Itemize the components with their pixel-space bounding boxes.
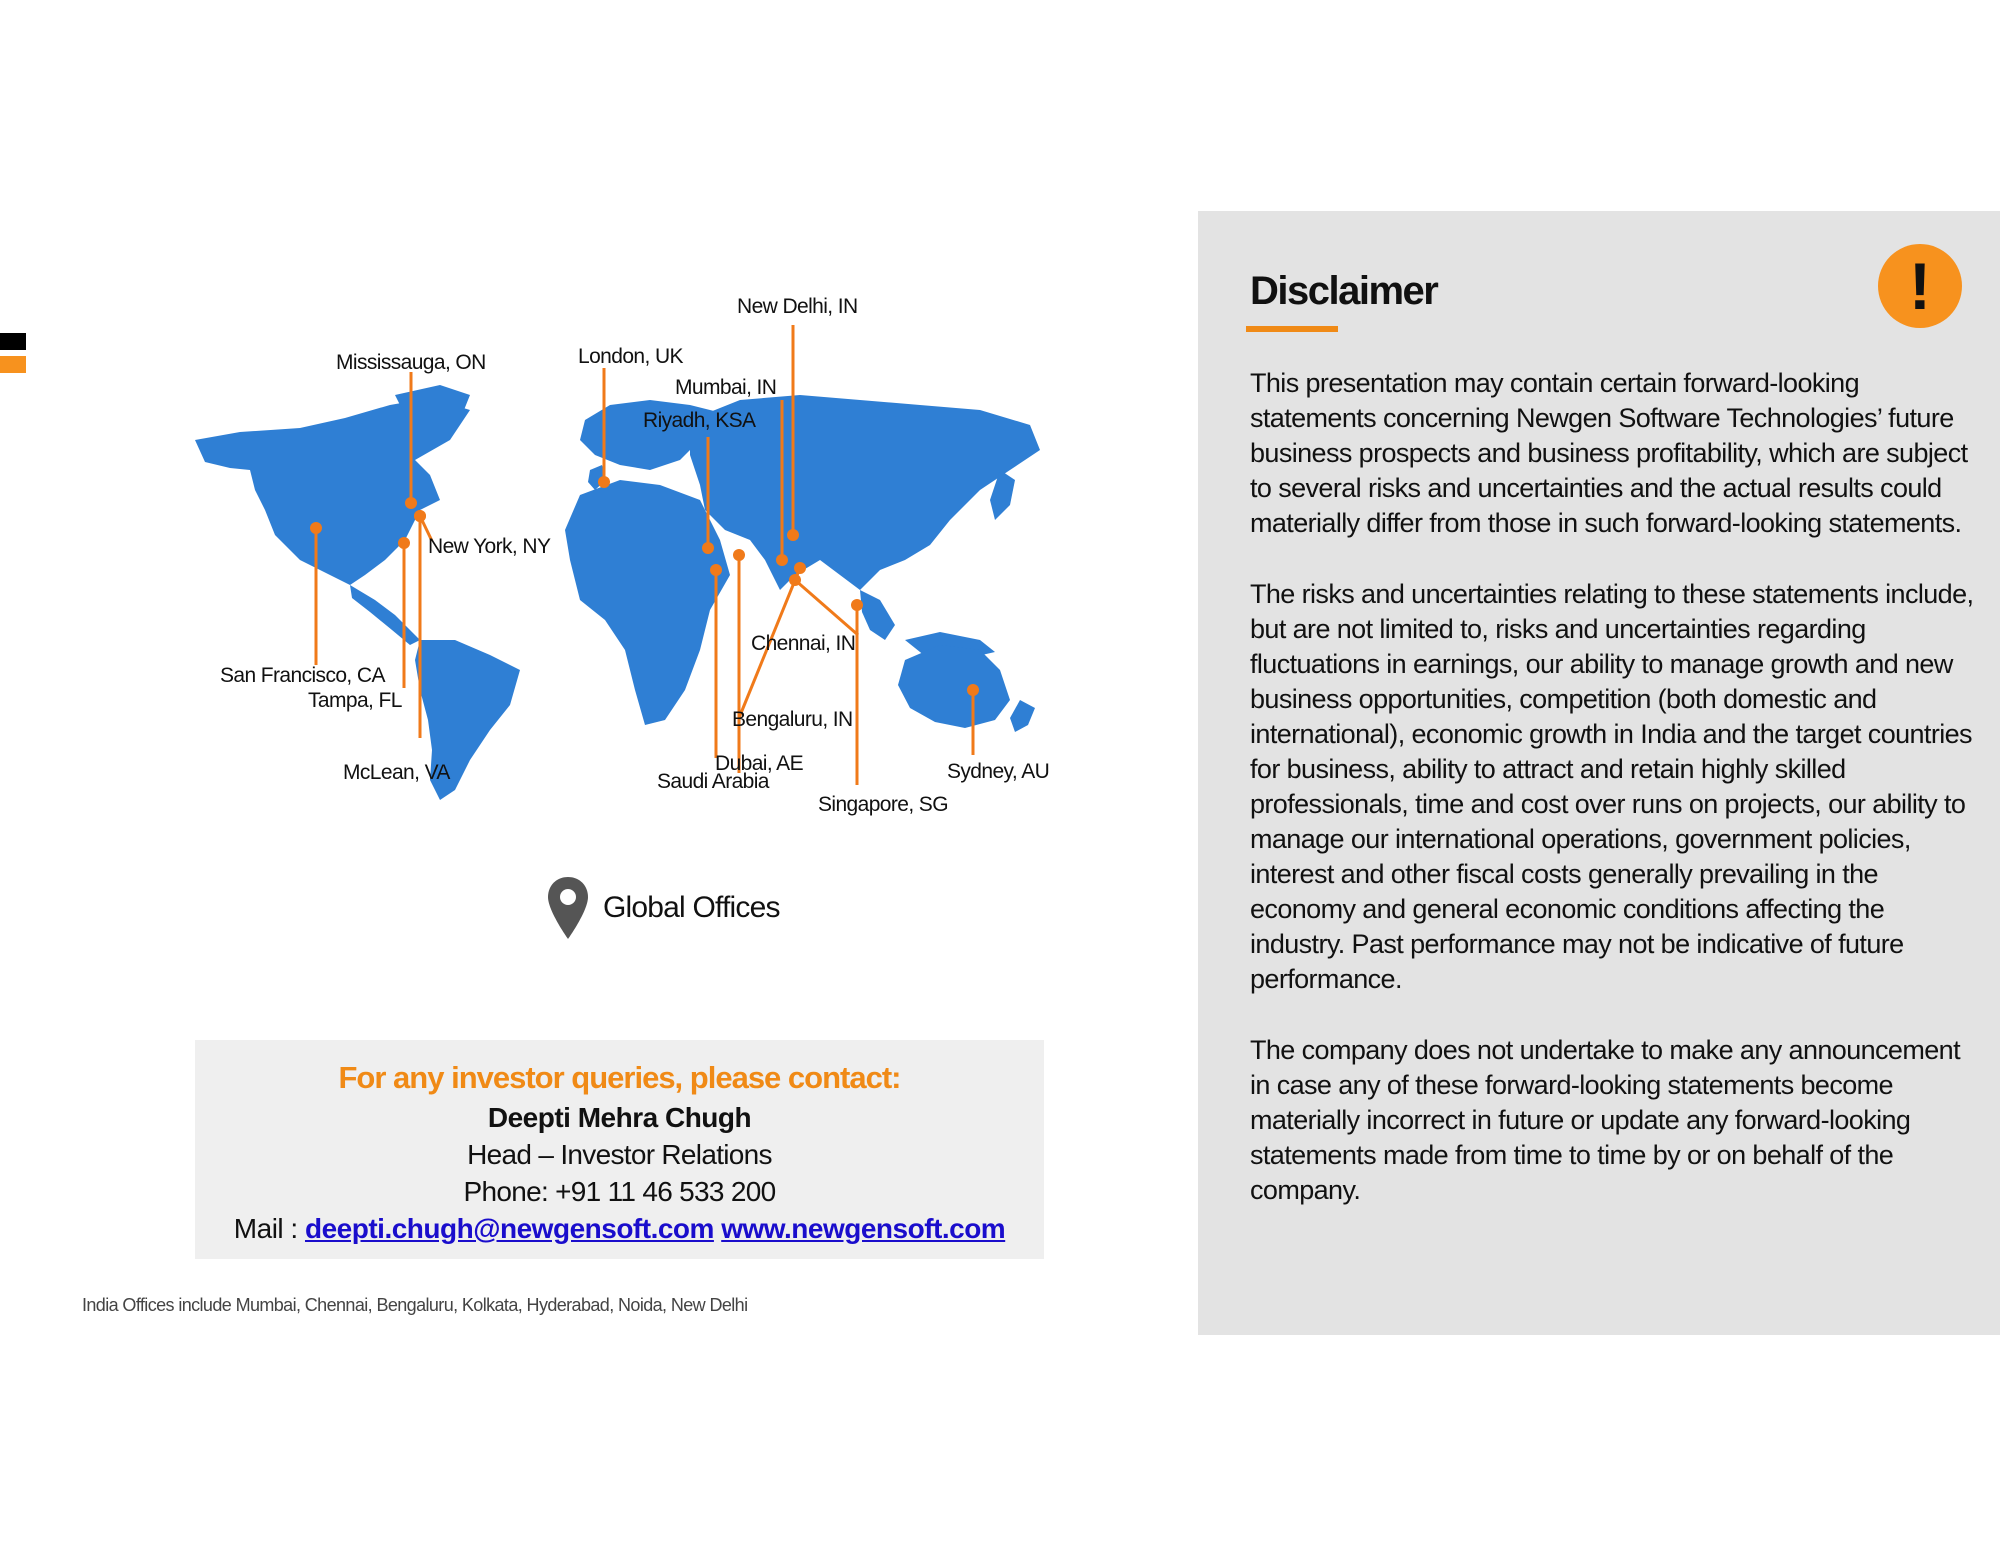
email-link[interactable]: deepti.chugh@newgensoft.com [304, 1213, 714, 1244]
contact-mail-line [195, 1213, 1044, 1245]
disclaimer-paragraph: The risks and uncertainties relating to these statements include, but are not limited to, risks and uncertainties regarding fluctuations in earnings, our ability to manage growth and new business opportunities, competition (both domestic and international), economic growth in India and the target countries for business, ability to attract and retain highly skilled professionals, time and cost over runs on projects, our ability to manage our international operations, government policies, interest and other fiscal costs generally prevailing in the economy and general economic conditions affecting the industry. Past performance may not be indicative of future performance. [1250, 579, 1974, 994]
office-pin [405, 497, 417, 509]
office-label: New York, NY [428, 535, 551, 558]
mail-prefix: Mail : [233, 1213, 305, 1244]
office-label: London, UK [578, 345, 683, 368]
office-pin [967, 684, 979, 696]
map-land [195, 385, 1040, 800]
disclaimer-panel [1198, 211, 2000, 1335]
office-label: New Delhi, IN [737, 295, 858, 318]
office-pin [787, 529, 799, 541]
disclaimer-paragraph: The company does not undertake to make any announcement in case any of these forward-looking statements become materially incorrect in future or update any forward-looking statements made from time to time by or on behalf of the company. [1250, 1035, 1960, 1205]
office-label: Bengaluru, IN [732, 708, 853, 731]
world-map-graphic [0, 0, 1100, 860]
office-label: Singapore, SG [818, 793, 948, 816]
disclaimer-title: Disclaimer [1250, 269, 1438, 313]
website-link[interactable]: www.newgensoft.com [721, 1213, 1006, 1244]
disclaimer-paragraph: This presentation may contain certain forward-looking statements concerning Newgen Software Technologies’ future business prospects and business profitability, which are subject to several risks and uncertainties and the actual results could materially differ from those in such forward-looking statements. [1250, 368, 1968, 538]
investor-contact-box [195, 1040, 1044, 1259]
contact-heading: For any investor queries, please contact: [338, 1060, 901, 1095]
disclaimer-body [1250, 366, 1980, 1244]
office-label: McLean, VA [343, 761, 450, 784]
legend-label: Global Offices [603, 891, 780, 924]
office-pin [598, 476, 610, 488]
office-pin [794, 562, 806, 574]
office-pin [776, 554, 788, 566]
leader-line [795, 580, 858, 635]
office-pin [702, 542, 714, 554]
office-pin [310, 522, 322, 534]
contact-name: Deepti Mehra Chugh [487, 1102, 752, 1133]
office-label: Saudi Arabia [657, 770, 769, 793]
office-pin [851, 599, 863, 611]
office-label: Mumbai, IN [675, 376, 777, 399]
office-label: Sydney, AU [947, 760, 1050, 783]
india-offices-footnote: India Offices include Mumbai, Chennai, Bengaluru, Kolkata, Hyderabad, Noida, New Delhi [82, 1295, 748, 1315]
office-label: San Francisco, CA [220, 664, 385, 687]
office-label: Dubai, AE [715, 752, 803, 775]
office-pin [710, 564, 722, 576]
office-label: Chennai, IN [751, 632, 856, 655]
title-underline [1246, 326, 1338, 332]
office-pin [733, 549, 745, 561]
map-pin-icon [545, 875, 591, 941]
global-offices-legend [545, 875, 780, 941]
exclamation-icon: ! [1878, 244, 1962, 328]
world-map [0, 0, 1100, 860]
office-label: Mississauga, ON [336, 351, 486, 374]
office-label: Riyadh, KSA [643, 409, 756, 432]
office-label: Tampa, FL [308, 689, 402, 712]
contact-phone: Phone: +91 11 46 533 200 [463, 1176, 776, 1207]
office-pin [398, 537, 410, 549]
office-pin [414, 510, 426, 522]
contact-role: Head – Investor Relations [467, 1139, 772, 1170]
